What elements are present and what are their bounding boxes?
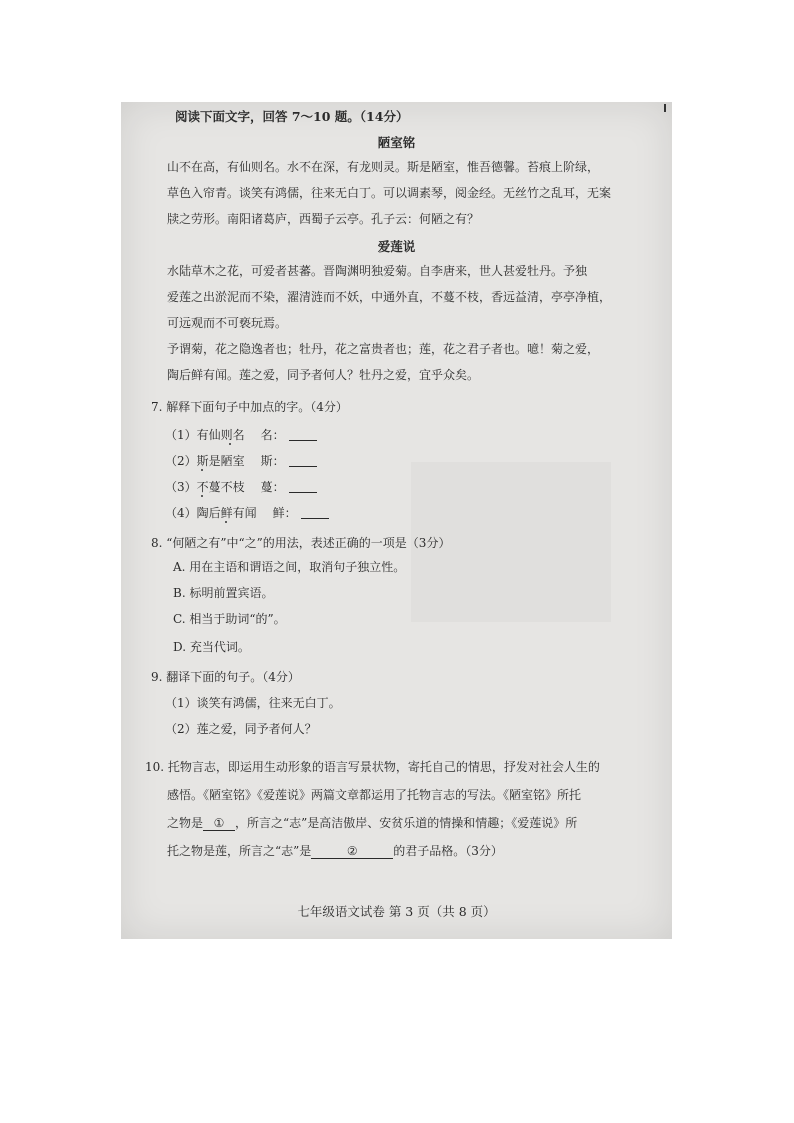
poem1-title: 陋室铭 bbox=[377, 135, 416, 150]
q7-item-phrase: 有仙则名 bbox=[196, 428, 245, 442]
poem2-line-2: 爱莲之出淤泥而不染，濯清涟而不妖，中通外直，不蔓不枝，香远益清，亭亭净植， bbox=[167, 290, 612, 304]
q10-line4-post: 的君子品格。（3分） bbox=[393, 844, 503, 858]
q8-stem: 8. “何陋之有”中“之”的用法，表述正确的一项是（3分） bbox=[151, 536, 451, 550]
q10-line-1: 10. 托物言志，即运用生动形象的语言写景状物，寄托自己的情思，抒发对社会人生的 bbox=[145, 760, 600, 774]
poem1-line-2: 草色入帘青。谈笑有鸿儒，往来无白丁。可以调素琴，阅金经。无丝竹之乱耳，无案 bbox=[167, 186, 612, 200]
emphasis-dot bbox=[201, 495, 203, 497]
poem1-line-3: 牍之劳形。南阳诸葛庐，西蜀子云亭。孔子云：何陋之有？ bbox=[167, 212, 480, 226]
q7-item-char: 斯： bbox=[260, 454, 285, 468]
q7-item-num: （3） bbox=[165, 480, 197, 494]
q10-line-4 bbox=[167, 842, 503, 860]
q7-item-4 bbox=[165, 504, 329, 522]
q10-line3-post: ，所言之“志”是高洁傲岸、安贫乐道的情操和情趣；《爱莲说》所 bbox=[235, 816, 578, 830]
poem2-line-4: 予谓菊，花之隐逸者也；牡丹，花之富贵者也；莲，花之君子者也。噫！菊之爱， bbox=[167, 342, 600, 356]
answer-blank[interactable] bbox=[289, 480, 317, 493]
q7-item-char: 名： bbox=[260, 428, 285, 442]
q7-item-3 bbox=[165, 478, 317, 496]
q8-option-c: C. 相当于助词“的”。 bbox=[173, 612, 286, 626]
poem2-line-3: 可远观而不可亵玩焉。 bbox=[167, 316, 288, 330]
page-footer: 七年级语文试卷 第 3 页（共 8 页） bbox=[297, 904, 496, 919]
q7-item-2 bbox=[165, 452, 317, 470]
q7-item-1 bbox=[165, 426, 317, 444]
poem2-line-5: 陶后鲜有闻。莲之爱，同予者何人？牡丹之爱，宜乎众矣。 bbox=[167, 368, 480, 382]
q10-line3-pre: 之物是 bbox=[167, 816, 204, 830]
q7-stem: 7. 解释下面句子中加点的字。（4分） bbox=[151, 400, 348, 414]
reading-intro: 阅读下面文字，回答 7～10 题。（14分） bbox=[175, 109, 409, 124]
exam-page bbox=[121, 102, 672, 939]
emphasis-dot bbox=[225, 521, 227, 523]
q7-item-char: 蔓： bbox=[260, 480, 285, 494]
emphasis-dot bbox=[229, 443, 231, 445]
q8-option-b: B. 标明前置宾语。 bbox=[173, 586, 274, 600]
q7-item-phrase: 不蔓不枝 bbox=[196, 480, 245, 494]
q8-option-d: D. 充当代词。 bbox=[173, 640, 250, 654]
emphasis-dot bbox=[201, 469, 203, 471]
answer-blank[interactable] bbox=[289, 428, 317, 441]
q10-blank-2[interactable]: ② bbox=[311, 844, 393, 859]
q7-item-num: （1） bbox=[165, 428, 197, 442]
q7-item-phrase: 陶后鲜有闻 bbox=[196, 506, 257, 520]
q9-item-2: （2）莲之爱，同予者何人？ bbox=[165, 722, 317, 736]
q9-stem: 9. 翻译下面的句子。（4分） bbox=[151, 670, 300, 684]
q8-option-a: A. 用在主语和谓语之间，取消句子独立性。 bbox=[173, 560, 406, 574]
poem2-line-1: 水陆草木之花，可爱者甚蕃。晋陶渊明独爱菊。自李唐来，世人甚爱牡丹。予独 bbox=[167, 264, 588, 278]
q7-item-num: （2） bbox=[165, 454, 197, 468]
q10-blank-1[interactable]: ① bbox=[203, 816, 235, 831]
answer-blank[interactable] bbox=[289, 454, 317, 467]
q7-item-char: 鲜： bbox=[272, 506, 297, 520]
q10-line-2: 感悟。《陋室铭》《爱莲说》两篇文章都运用了托物言志的写法。《陋室铭》所托 bbox=[167, 788, 582, 802]
exam-content bbox=[121, 102, 672, 939]
poem2-title: 爱莲说 bbox=[377, 239, 416, 254]
answer-blank[interactable] bbox=[301, 506, 329, 519]
q7-item-phrase: 斯是陋室 bbox=[196, 454, 245, 468]
q10-line4-pre: 托之物是莲，所言之“志”是 bbox=[167, 844, 312, 858]
q10-line-3 bbox=[167, 814, 577, 832]
q7-item-num: （4） bbox=[165, 506, 197, 520]
poem1-line-1: 山不在高，有仙则名。水不在深，有龙则灵。斯是陋室，惟吾德馨。苔痕上阶绿， bbox=[167, 160, 600, 174]
q9-item-1: （1）谈笑有鸿儒，往来无白丁。 bbox=[165, 696, 341, 710]
